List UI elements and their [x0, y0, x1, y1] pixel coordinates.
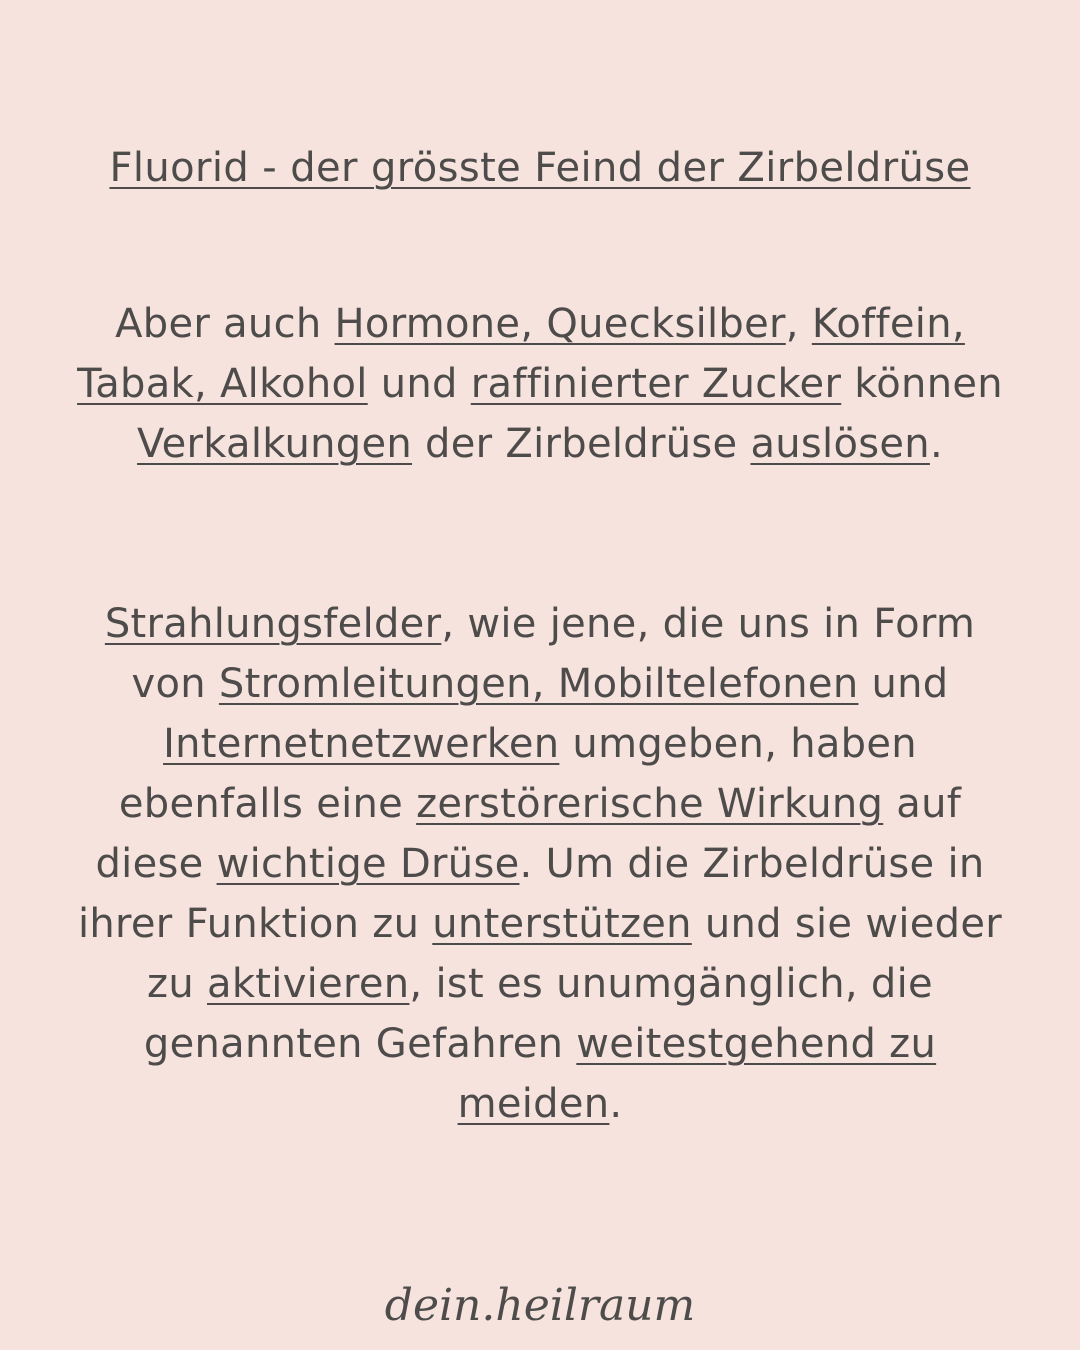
underlined-phrase: Stromleitungen, Mobiltelefonen — [218, 661, 859, 707]
underlined-phrase: auslösen — [750, 421, 930, 467]
text-segment: , wie jene, die uns in Form von — [131, 601, 976, 707]
page-title-text: Fluorid - der grösste Feind der Zirbeldrüse — [109, 145, 971, 191]
underlined-phrase: Strahlungsfelder — [104, 601, 442, 647]
underlined-phrase: raffinierter Zucker — [470, 361, 842, 407]
text-segment: , — [785, 301, 812, 347]
brand-signature — [0, 1262, 1080, 1346]
text-segment: und — [858, 661, 949, 707]
signature-text: dein.heilraum — [384, 1280, 696, 1331]
underlined-phrase: aktivieren — [207, 961, 410, 1007]
underlined-phrase: Koffein, Tabak, Alkohol — [77, 301, 965, 407]
page-title — [0, 140, 1080, 196]
text-segment: . — [609, 1081, 623, 1127]
text-segment: auf diese — [95, 781, 962, 887]
underlined-phrase: weitestgehend zu meiden — [457, 1021, 937, 1127]
text-segment: . — [929, 421, 943, 467]
underlined-phrase: Verkalkungen — [137, 421, 413, 467]
text-segment: der Zirbeldrüse — [412, 421, 751, 467]
text-segment: , ist es unumgänglich, die genannten Gefahren — [143, 961, 933, 1067]
underlined-phrase: Internetnetzwerken — [163, 721, 560, 767]
text-segment: können — [841, 361, 1003, 407]
underlined-phrase: zerstörerische Wirkung — [416, 781, 884, 827]
signature-logo — [384, 1262, 696, 1342]
text-segment: und sie wieder zu — [147, 901, 1003, 1007]
underlined-phrase: unterstützen — [432, 901, 692, 947]
text-segment: umgeben, haben ebenfalls eine — [118, 721, 917, 827]
underlined-phrase: Hormone, Quecksilber — [334, 301, 786, 347]
text-segment: und — [367, 361, 471, 407]
paragraph-radiation — [70, 594, 1010, 1134]
text-segment: . Um die Zirbeldrüse in ihrer Funktion zu — [77, 841, 985, 947]
paragraph-substances — [70, 294, 1010, 474]
text-segment: Aber auch — [115, 301, 335, 347]
underlined-phrase: wichtige Drüse — [216, 841, 520, 887]
